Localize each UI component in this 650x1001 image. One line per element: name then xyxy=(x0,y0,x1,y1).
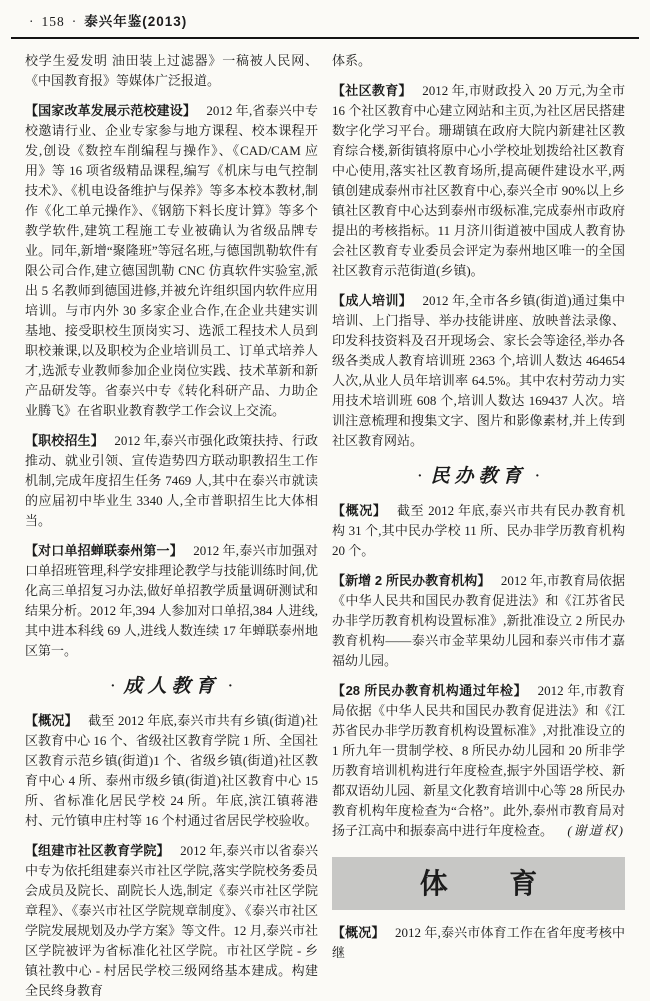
entry-text: 2012 年,泰兴市以省泰兴中专为依托组建泰兴市社区学院,落实学院校务委员会成员及院长、副院长人选,制定《泰兴市社区学院章程》、《泰兴市社区学院规章制度》、《泰兴市社区学院发展规划及办学方案》等文件。12 月,泰兴市社区学院被评为省标准化社区学院。市社区学院 - 乡镇社教中心 - 村居民学校三级网络基本建成。构建全民终身教育 xyxy=(25,843,318,998)
entry-adult-training xyxy=(332,291,625,451)
separator-dot-icon: · xyxy=(417,469,422,484)
entry-label: 【国家改革发展示范校建设】 xyxy=(25,103,197,118)
header-rule xyxy=(11,37,639,39)
entry-text: 2012 年,市财政投入 20 万元,为全市 16 个社区教育中心建立网站和主页,为社区居民搭建数字化学习平台。珊瑚镇在政府大院内新建社区教育综合楼,新街镇将原中心小学校址划拨给社区教育中心使用,落实社区教育场所,提高硬件建设水平,两镇创建成泰州市社区教育中心,泰兴全市 90%以上乡镇社区教育中心达到泰州市级标准,完成泰州市政府提出的考核指标。11 月济川街道被中国成人教育协会社区教育专业委员会评定为泰州地区唯一的全国社区教育示范街道(乡镇)。 xyxy=(332,83,625,278)
sports-section-banner: 体育 xyxy=(332,857,625,910)
continuation-paragraph: 校学生爱发明 油田装上过滤器》一稿被人民网、《中国教育报》等媒体广泛报道。 xyxy=(25,53,318,88)
entry-text: 2012 年,泰兴市强化政策扶持、行政推动、就业引领、宣传造势四方联动职教招生工作机制,完成年度招生任务 7469 人,其中在泰兴市就读的应届初中毕业生 3340 人,全市普职招生比大体相当。 xyxy=(25,433,318,528)
entry-community-college xyxy=(25,841,318,1001)
entry-private-overview xyxy=(332,501,625,561)
entry-label: 【28 所民办教育机构通过年检】 xyxy=(332,683,528,698)
entry-label: 【组建市社区教育学院】 xyxy=(25,843,170,858)
entry-text: 2012 年,全市各乡镇(街道)通过集中培训、上门指导、举办技能讲座、放映普法录像、印发科技资料及召开现场会、家长会等途径,举办各级各类成人教育培训班 2363 个,培训人数达 464654 人次,从业人员年培训率 64.5%。其中农村劳动力实用技术培训班 608 个,培训人数达 169437 人次。培训注意梳理和搜集文字、图片和影像素材,并上传到社区教育网站。 xyxy=(332,293,625,448)
entry-label: 【社区教育】 xyxy=(332,83,412,98)
entry-label: 【概况】 xyxy=(25,713,78,728)
entry-label: 【对口单招蝉联泰州第一】 xyxy=(25,543,183,558)
section-header-private-education xyxy=(332,464,625,490)
section-title: 民办教育 xyxy=(430,466,527,487)
page-header xyxy=(25,7,625,37)
entry-label: 【新增 2 所民办教育机构】 xyxy=(332,573,491,588)
separator-dot-icon: · xyxy=(110,679,115,694)
entry-text: 截至 2012 年底,泰兴市共有乡镇(街道)社区教育中心 16 个、省级社区教育学院 1 所、全国社区教育示范乡镇(街道)1 个、省级乡镇(街道)社区教育中心 4 所、泰州市级乡镇(街道)社区教育中心 15 所、省标准化居民学校 24 所。年底,滨江镇蒋港村、元竹镇申庄村等 16 个村通过省居民学校验收。 xyxy=(25,713,318,828)
header-dot-left: · xyxy=(29,14,35,29)
left-column xyxy=(25,51,318,1001)
entry-label: 【职校招生】 xyxy=(25,433,104,448)
entry-label: 【概况】 xyxy=(332,503,387,518)
entry-text: 截至 2012 年底,泰兴市共有民办教育机构 31 个,其中民办学校 11 所、民办非学历教育机构 20 个。 xyxy=(332,503,625,558)
right-column xyxy=(332,51,625,1001)
entry-text: 2012 年,市教育局依据《中华人民共和国民办教育促进法》和《江苏省民办非学历教育机构设置标准》,对批准设立的 1 所九年一贯制学校、8 所民办幼儿园和 20 所非学历教育培训机构进行年度检查,振宇外国语学校、新都双语幼儿园、新星文化教育培训中心等 28 所民办教育机构年度检查为“合格”。此外,泰州市教育局对扬子江高中和振泰高中进行年度检查。 xyxy=(332,683,625,838)
section-title: 成人教育 xyxy=(123,676,220,697)
entry-label: 【概况】 xyxy=(332,925,385,940)
separator-dot-icon: · xyxy=(228,679,232,694)
continuation-paragraph: 体系。 xyxy=(332,53,372,68)
entry-community-education xyxy=(332,81,625,281)
entry-label: 【成人培训】 xyxy=(332,293,413,308)
author-attribution: (谢道权) xyxy=(567,823,625,838)
entry-new-two-institutions xyxy=(332,571,625,671)
entry-vocational-enrollment xyxy=(25,431,318,531)
section-header-adult-education xyxy=(25,674,318,700)
entry-reform-demo-school xyxy=(25,101,318,421)
entry-adult-overview xyxy=(25,711,318,831)
entry-sports-overview xyxy=(332,923,625,963)
separator-dot-icon: · xyxy=(535,469,539,484)
entry-text: 2012 年,市教育局依据《中华人民共和国民办教育促进法》和《江苏省民办非学历教育机构设置标准》,新批准设立 2 所民办教育机构——泰兴市金苹果幼儿园和泰兴市伟才嘉福幼儿园。 xyxy=(332,573,625,668)
entry-annual-inspection xyxy=(332,681,625,841)
entry-text: 2012 年,省泰兴中专校邀请行业、企业专家参与地方课程、校本课程开发,创设《数控车削编程与操作》、《CAD/CAM 应用》等 16 项省级精品课程,编写《机床与电气控制技术》、《机电设备维护与保养》等多本校本教材,制作《化工单元操作》、《钢筋下料长度计算》等多个教学软件,建筑工程施工专业被确认为省级品牌专业。同年,新增“聚隆班”等冠名班,与德国凯勒软件有限公司合作,建立德国凯勒 CNC 仿真软件实验室,派出 5 名教师到德国进修,并被允许组织国内软件应用培训。与市内外 30 多家企业合作,在企业共建实训基地、接受职校生顶岗实习、选派工程技术人员到职校兼课,以及职校为企业培训员工、订单式培养人才,选派专业教师参加企业岗位实践、技术革新和新产品研发等。省泰兴中专《转化科研产品、力助企业腾飞》在省职业教育教学工作会议上交流。 xyxy=(25,103,318,418)
two-column-body xyxy=(25,51,625,1001)
book-title: 泰兴年鉴(2013) xyxy=(84,14,188,29)
entry-danzhao-first xyxy=(25,541,318,661)
entry-text: 2012 年,泰兴市加强对口单招班管理,科学安排理论教学与技能训练时间,优化高三单招复习办法,做好单招教学质量调研测试和结果分析。2012 年,394 人参加对口单招,384 人进线,其中进本科线 69 人,进线人数连续 17 年蝉联泰州地区第一。 xyxy=(25,543,318,658)
page-number: 158 xyxy=(41,14,65,29)
entry-text: 2012 年,泰兴市体育工作在省年度考核中继 xyxy=(332,925,625,960)
header-dot-right: · xyxy=(71,14,78,29)
